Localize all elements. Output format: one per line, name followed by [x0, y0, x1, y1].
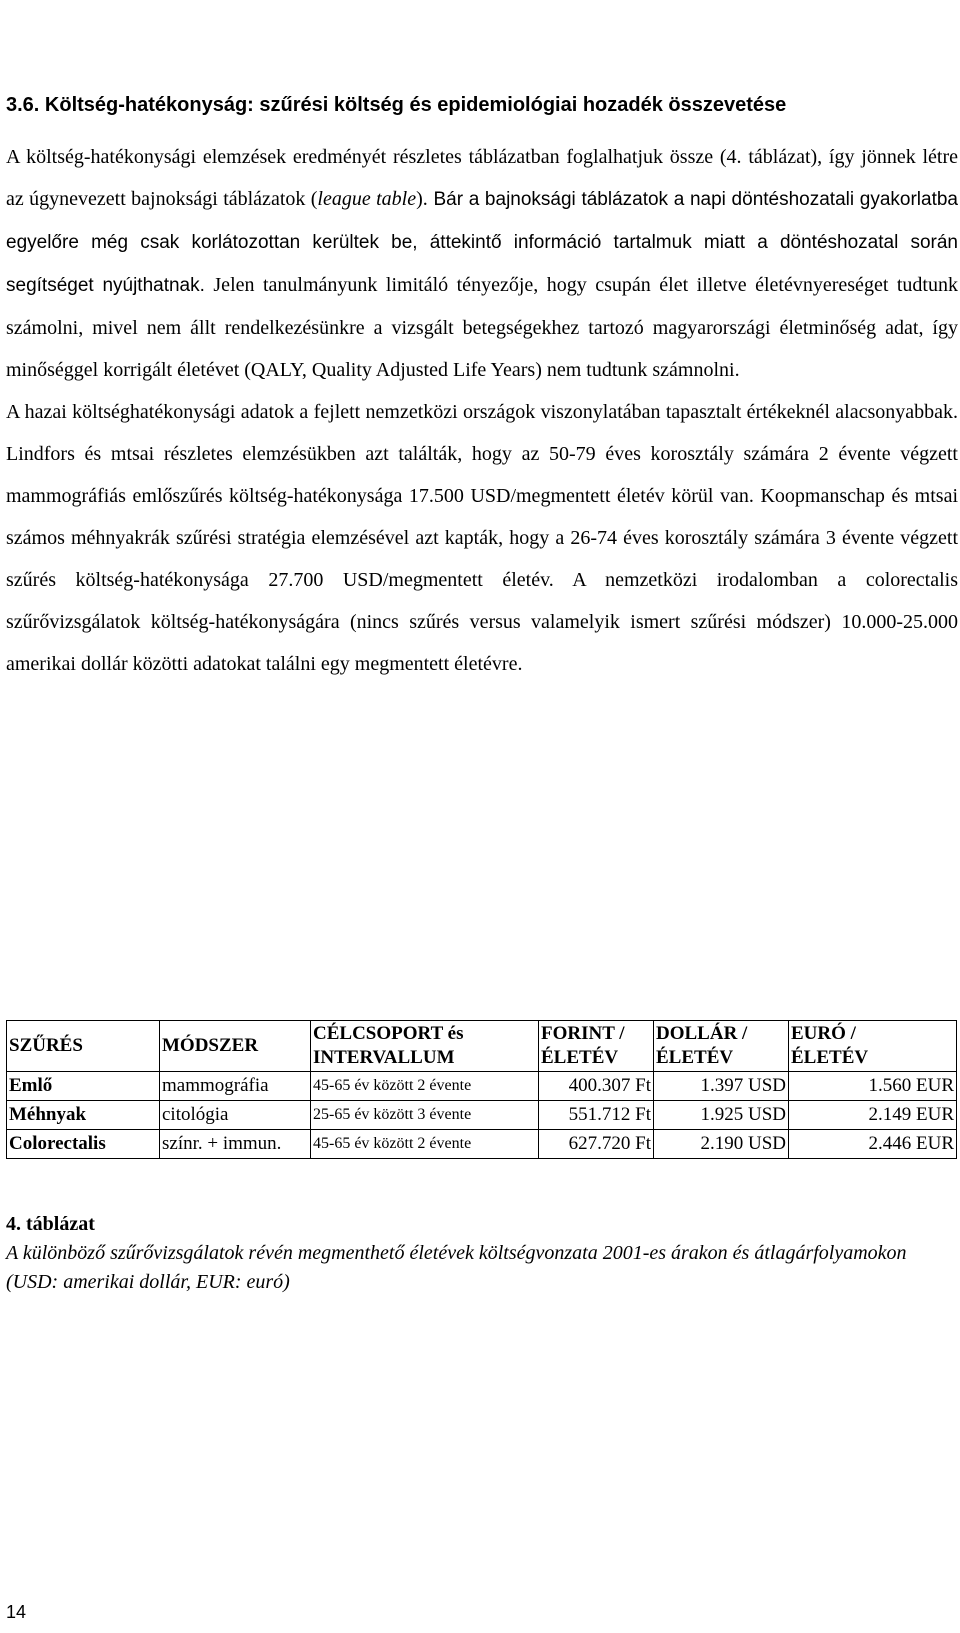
body-text: [6, 136, 958, 685]
cell-dollar: 1.397 USD: [654, 1072, 789, 1101]
cell-celcsoport: 25-65 év között 3 évente: [311, 1101, 539, 1130]
header-euro: EURÓ / ÉLETÉV: [789, 1021, 957, 1072]
cell-szures: Emlő: [7, 1072, 160, 1101]
paragraph-1-part-3: Bár a bajnoksági táblázatok a napi döntéshozatali gyakorlatba egyelőre még csak korlátozottan kerültek be, áttekintő információ tartalmuk miatt a döntéshozatal során segítséget nyújthatnak.: [6, 189, 958, 296]
cell-euro: 1.560 EUR: [789, 1072, 957, 1101]
table-row: [7, 1130, 957, 1159]
cell-forint: 551.712 Ft: [539, 1101, 654, 1130]
cell-celcsoport: 45-65 év között 2 évente: [311, 1130, 539, 1159]
cell-celcsoport: 45-65 év között 2 évente: [311, 1072, 539, 1101]
cell-szures: Colorectalis: [7, 1130, 160, 1159]
paragraph-1-part-2: ).: [416, 188, 428, 210]
table-row: [7, 1101, 957, 1130]
paragraph-1-part-4: Jelen tanulmányunk limitáló tényezője, hogy csupán élet illetve életévnyereséget tudtunk számolni, mivel nem állt rendelkezésünkre a vizsgált betegségekhez tartozó magyarországi életminőség adat, így minőséggel korrigált életévet (QALY, Quality Adjusted Life Years) nem tudtunk számnolni.: [6, 274, 958, 381]
table-header-row: [7, 1021, 957, 1072]
cell-dollar: 1.925 USD: [654, 1101, 789, 1130]
cell-modszer: mammográfia: [160, 1072, 311, 1101]
caption-text: A különböző szűrővizsgálatok révén megmenthető életévek költségvonzata 2001-es árakon és átlagárfolyamokon (USD: amerikai dollár, EUR: euró): [6, 1242, 907, 1293]
header-szures: SZŰRÉS: [7, 1021, 160, 1072]
cell-modszer: citológia: [160, 1101, 311, 1130]
table-caption: [6, 1210, 958, 1297]
section-heading: 3.6. Költség-hatékonyság: szűrési költség és epidemiológiai hozadék összevetése: [6, 94, 787, 116]
cell-forint: 400.307 Ft: [539, 1072, 654, 1101]
paragraph-2: A hazai költséghatékonysági adatok a fejlett nemzetközi országok viszonylatában tapasztalt értékeknél alacsonyabbak. Lindfors és mtsai részletes elemzésükben azt találták, hogy az 50-79 éves korosztály számára 2 évente végzett mammográfiás emlőszűrés költség-hatékonysága 17.500 USD/megmentett életév körül van. Koopmanschap és mtsai számos méhnyakrák szűrési stratégia elemzésével azt kapták, hogy a 26-74 éves korosztály számára 3 évente végzett szűrés költség-hatékonysága 27.700 USD/megmentett életév. A nemzetközi irodalomban a colorectalis szűrővizsgálatok költség-hatékonyságára (nincs szűrés versus valamelyik ismert szűrési módszer) 10.000-25.000 amerikai dollár közötti adatokat találni egy megmentett életévre.: [6, 401, 958, 675]
header-celcsoport: CÉLCSOPORT és INTERVALLUM: [311, 1021, 539, 1072]
cell-forint: 627.720 Ft: [539, 1130, 654, 1159]
cell-modszer: színr. + immun.: [160, 1130, 311, 1159]
header-modszer: MÓDSZER: [160, 1021, 311, 1072]
page-number: 14: [6, 1602, 27, 1622]
header-forint: FORINT / ÉLETÉV: [539, 1021, 654, 1072]
table-row: [7, 1072, 957, 1101]
cell-euro: 2.149 EUR: [789, 1101, 957, 1130]
header-dollar: DOLLÁR / ÉLETÉV: [654, 1021, 789, 1072]
caption-title: 4. táblázat: [6, 1213, 95, 1235]
cost-effectiveness-table: [6, 1020, 957, 1159]
league-table-term: league table: [317, 188, 417, 210]
paragraph-1: [6, 136, 958, 391]
cell-szures: Méhnyak: [7, 1101, 160, 1130]
paragraph-1-part-1: A költség-hatékonysági elemzések eredményét részletes táblázatban foglalhatjuk össze (4. táblázat), így jönnek létre az úgynevezett bajnoksági táblázatok (: [6, 146, 958, 210]
cell-euro: 2.446 EUR: [789, 1130, 957, 1159]
cell-dollar: 2.190 USD: [654, 1130, 789, 1159]
